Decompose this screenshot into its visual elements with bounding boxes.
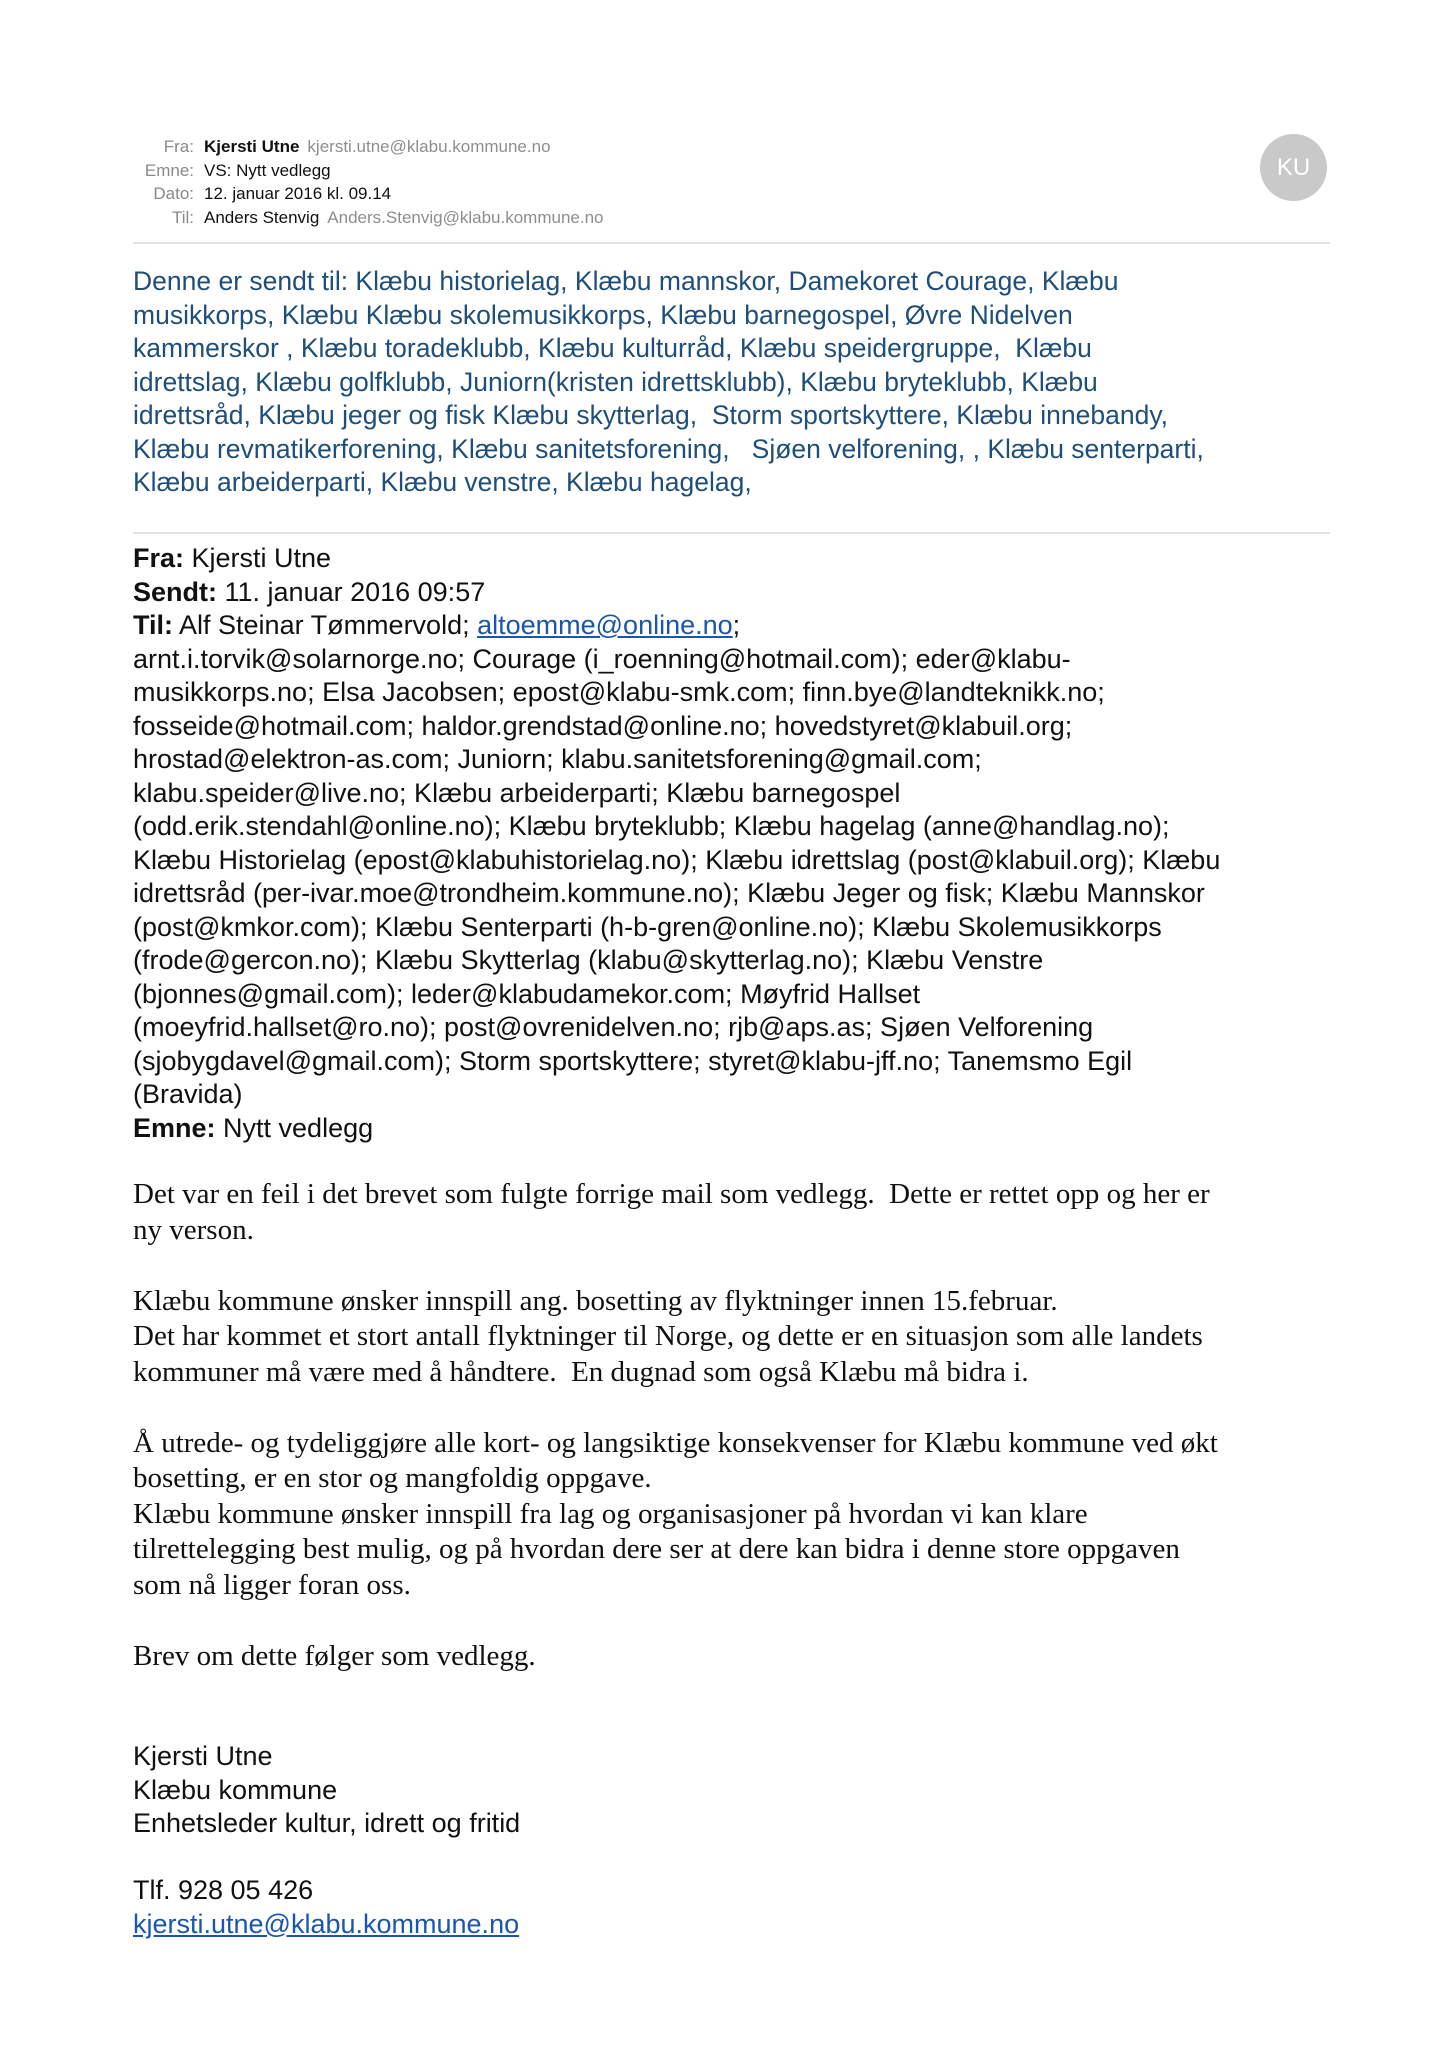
signature [133,1740,933,1941]
header-to-row [120,206,1330,230]
signature-org: Klæbu kommune [133,1774,338,1805]
forwarded-from-label: Fra: [133,543,185,573]
signature-gap [133,1841,933,1875]
date-text: 12. januar 2016 kl. 09.14 [204,184,392,203]
note-line: Klæbu revmatikerforening, Klæbu sanitetsforening, Sjøen velforening, , Klæbu senterparti, [133,433,1204,464]
mail-header [120,135,1330,229]
recipient-list-line: klabu.speider@live.no; Klæbu arbeiderparti; Klæbu barnegospel [133,777,901,808]
body-line: Å utrede- og tydeliggjøre alle kort- og langsiktige konsekvenser for Klæbu kommune ved økt [133,1426,1218,1459]
recipient-list-line: (frode@gercon.no); Klæbu Skytterlag (klabu@skytterlag.no); Klæbu Venstre [133,945,1044,975]
forwarded-sent [133,576,1333,610]
subject-text: VS: Nytt vedlegg [204,160,331,180]
note-line: kammerskor , Klæbu toradeklubb, Klæbu kulturråd, Klæbu speidergruppe, Klæbu [133,333,1092,363]
recipient-list-line: (Bravida) [133,1079,243,1109]
recipient-list-line: (odd.erik.stendahl@online.no); Klæbu bryteklubb; Klæbu hagelag (anne@handlag.no); [133,811,1170,841]
forwarded-to-first: Alf Steinar Tømmervold; [173,610,478,640]
body-line: kommuner må være med å håndtere. En dugnad som også Klæbu må bidra i. [133,1355,1029,1388]
recipient-list-line: arnt.i.torvik@solarnorge.no; Courage (i_roenning@hotmail.com); eder@klabu- [133,643,1071,674]
body-paragraph [133,1284,1333,1391]
date-label: Dato: [153,184,194,203]
recipient-list-line: idrettsråd (per-ivar.moe@trondheim.kommune.no); Klæbu Jeger og fisk; Klæbu Mannskor [133,878,1205,908]
signature-name: Kjersti Utne [133,1741,273,1771]
recipient-list-line: musikkorps.no; Elsa Jacobsen; epost@klabu-smk.com; finn.bye@landteknikk.no; [133,677,1105,707]
body-line: ny verson. [133,1213,254,1246]
subject-label: Emne: [144,160,194,180]
body-line: tilrettelegging best mulig, og på hvordan dere ser at dere kan bidra i denne store oppgaven [133,1533,1180,1565]
message-body [133,1177,1333,1710]
from-label: Fra: [163,137,194,156]
body-paragraph [133,1426,1333,1604]
body-line: Klæbu kommune ønsker innspill ang. bosetting av flyktninger innen 15.februar. [133,1284,1058,1317]
body-line: Brev om dette følger som vedlegg. [133,1639,536,1672]
recipient-list-line: hrostad@elektron-as.com; Juniorn; klabu.sanitetsforening@gmail.com; [133,744,982,774]
forwarded-header [133,542,1333,1145]
recipient-name: Anders Stenvig [204,207,320,227]
forwarded-sent-date: 11. januar 2016 09:57 [217,576,486,607]
recipient-list-line: Klæbu Historielag (epost@klabuhistorielag.no); Klæbu idrettslag (post@klabuil.org); Klæbu [133,844,1221,875]
note-line: idrettsråd, Klæbu jeger og fisk Klæbu skytterlag, Storm sportskyttere, Klæbu innebandy, [133,400,1168,430]
recipient-list-line: (moeyfrid.hallset@ro.no); post@ovrenidelven.no; rjb@aps.as; Sjøen Velforening [133,1012,1094,1042]
body-line: Det var en feil i det brevet som fulgte forrige mail som vedlegg. Dette er rettet opp og her er [133,1178,1210,1210]
note-line: musikkorps, Klæbu Klæbu skolemusikkorps, Klæbu barnegospel, Øvre Nidelven [133,299,1073,330]
forwarded-from-name: Kjersti Utne [184,543,332,573]
signature-email-link[interactable]: kjersti.utne@klabu.kommune.no [133,1908,520,1939]
sender-email[interactable]: kjersti.utne@klabu.kommune.no [307,137,551,156]
recipient-list-line: (bjonnes@gmail.com); leder@klabudamekor.com; Møyfrid Hallset [133,978,921,1009]
avatar: KU [1260,134,1327,201]
forwarded-from [133,542,1333,576]
recipient-email-link[interactable]: altoemme@online.no [477,610,733,640]
forwarded-subject-text: Nytt vedlegg [215,1112,374,1143]
header-divider [133,242,1330,244]
body-line: bosetting, er en stor og mangfoldig oppgave. [133,1462,652,1494]
recipients-note [133,265,1333,500]
header-from-row [120,135,1330,159]
forwarded-subject-label: Emne: [133,1112,216,1143]
forwarded-subject [133,1112,1333,1146]
recipient-list-line: (post@kmkor.com); Klæbu Senterparti (h-b-gren@online.no); Klæbu Skolemusikkorps [133,911,1162,942]
note-line: idrettslag, Klæbu golfklubb, Juniorn(kristen idrettsklubb), Klæbu bryteklubb, Klæbu [133,366,1098,397]
forward-divider [133,532,1330,534]
body-line: som nå ligger foran oss. [133,1568,411,1601]
body-paragraph [133,1639,1333,1675]
forwarded-to-separator: ; [732,610,741,640]
body-line: Klæbu kommune ønsker innspill fra lag og organisasjoner på hvordan vi kan klare [133,1497,1088,1530]
note-line: Denne er sendt til: Klæbu historielag, Klæbu mannskor, Damekoret Courage, Klæbu [133,266,1119,296]
header-date-row [120,182,1330,206]
forwarded-to [133,609,1333,643]
forwarded-sent-label: Sendt: [133,576,217,607]
sender-name: Kjersti Utne [204,137,300,156]
forwarded-to-label: Til: [133,610,173,640]
recipient-list-line: (sjobygdavel@gmail.com); Storm sportskyttere; styret@klabu-jff.no; Tanemsmo Egil [133,1045,1133,1076]
signature-title: Enhetsleder kultur, idrett og fritid [133,1808,521,1838]
header-subject-row [120,159,1330,183]
body-line: Det har kommet et stort antall flyktninger til Norge, og dette er en situasjon som alle landets [133,1320,1203,1352]
recipient-email[interactable]: Anders.Stenvig@klabu.kommune.no [327,207,604,227]
recipient-list-line: fosseide@hotmail.com; haldor.grendstad@online.no; hovedstyret@klabuil.org; [133,710,1073,741]
note-line: Klæbu arbeiderparti, Klæbu venstre, Klæbu hagelag, [133,467,752,497]
to-label: Til: [171,207,194,227]
signature-phone: Tlf. 928 05 426 [133,1875,314,1905]
body-paragraph [133,1177,1333,1248]
